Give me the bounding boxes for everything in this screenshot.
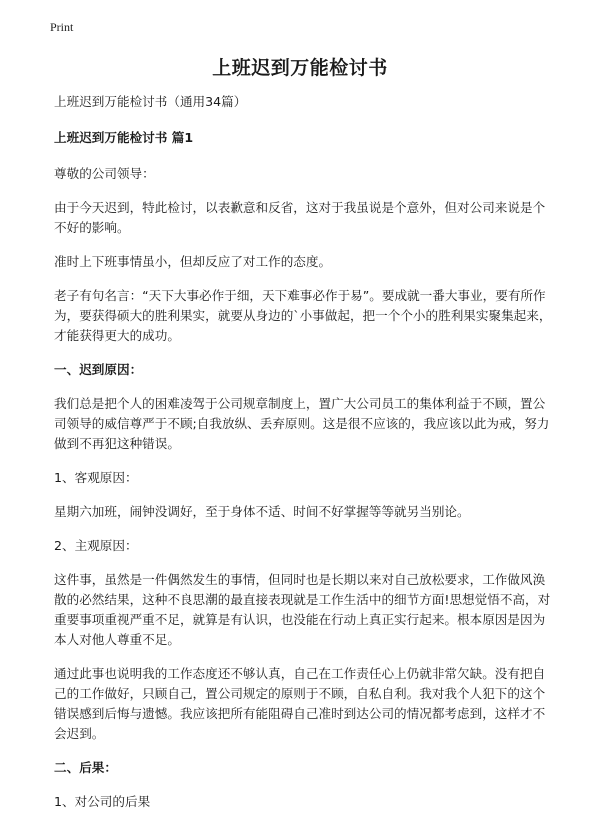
paragraph-attitude: 准时上下班事情虽小，但却反应了对工作的态度。 [54, 254, 332, 269]
label-subjective: 2、主观原因： [54, 538, 138, 553]
heading-reason: 一、迟到原因： [54, 362, 143, 377]
document-body [54, 92, 554, 826]
paragraph-objective: 星期六加班，闹钟没调好，至于身体不适、时间不好掌握等等就另当别论。 [54, 504, 470, 519]
greeting: 尊敬的公司领导： [54, 166, 155, 181]
label-objective: 1、客观原因： [54, 470, 138, 485]
print-link[interactable]: Print [50, 20, 74, 34]
page-title: 上班迟到万能检讨书 [212, 57, 388, 79]
section-heading: 上班迟到万能检讨书 篇1 [54, 130, 194, 145]
paragraph-subjective: 这件事，虽然是一件偶然发生的事情，但同时也是长期以来对自己放松要求，工作做风涣散的必然结果，这种不良思潮的最直接表现就是工作生活中的细节方面!思想觉悟不高，对重要事项重视严重不足，就算是有认识，也没能在行动上真正实行起来。根本原因是因为本人对他人尊重不足。 [54, 572, 551, 647]
paragraph-apology: 由于今天迟到，特此检讨，以表歉意和反省，这对于我虽说是个意外，但对公司来说是个不好的影响。 [54, 200, 546, 235]
label-company-consequence: 1、对公司的后果 [54, 794, 151, 809]
paragraph-reason: 我们总是把个人的困难凌驾于公司规章制度上，置广大公司员工的集体利益于不顾，置公司领导的威信尊严于不顾;自我放纵、丢弃原则。这是很不应该的，我应该以此为戒，努力做到不再犯这种错误。 [54, 396, 550, 451]
document-subtitle: 上班迟到万能检讨书（通用34篇） [54, 94, 247, 109]
paragraph-quote: 老子有句名言：“天下大事必作于细，天下难事必作于易”。要成就一番大事业，要有所作为，要获得硕大的胜利果实，就要从身边的`小事做起，把一个个小的胜利果实聚集起来，才能获得更大的成功。 [54, 288, 552, 343]
paragraph-attitude-reflection: 通过此事也说明我的工作态度还不够认真，自己在工作责任心上仍就非常欠缺。没有把自己的工作做好，只顾自己，置公司规定的原则于不顾，自私自利。我对我个人犯下的这个错误感到后悔与遗憾。我应该把所有能阻碍自己准时到达公司的情况都考虑到，这样才不会迟到。 [54, 666, 546, 741]
heading-consequence: 二、后果： [54, 760, 117, 775]
